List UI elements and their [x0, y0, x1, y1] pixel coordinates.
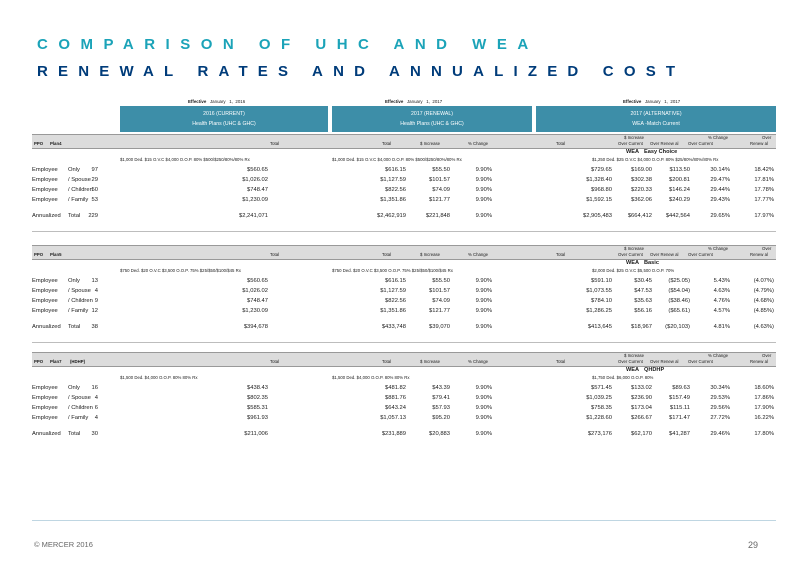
- table-row: [32, 197, 776, 206]
- cell-i: $74.09: [432, 187, 450, 193]
- wea-subheader: Over Current: [618, 359, 643, 364]
- cell-i: $121.77: [429, 197, 450, 203]
- cell-t: $616.15: [385, 278, 406, 284]
- cell-a: Annualized: [32, 324, 61, 330]
- cell-b: Only: [68, 167, 80, 173]
- cell-w: $758.35: [591, 405, 612, 411]
- cell-c: $438.43: [247, 385, 268, 391]
- cell-wp1: 4.76%: [713, 298, 730, 304]
- cell-wi2: $442,564: [665, 213, 690, 219]
- wea-plan-name: WEA: [626, 260, 640, 266]
- cell-t: $1,057.13: [380, 415, 406, 421]
- cell-c: $748.47: [247, 187, 268, 193]
- cell-wi1: $266.67: [631, 415, 652, 421]
- plan-code: PPO: [34, 359, 44, 364]
- cell-n: 4: [94, 288, 98, 294]
- cell-a: Employee: [32, 167, 58, 173]
- cell-c: $1,026.02: [242, 288, 268, 294]
- section-divider: [32, 342, 776, 343]
- cell-n: 30: [91, 431, 98, 437]
- cell-a: Annualized: [32, 431, 61, 437]
- cell-wp1: 4.57%: [713, 308, 730, 314]
- header-total: Total: [270, 252, 280, 257]
- cell-n: 38: [91, 324, 98, 330]
- wea-subheader: Over Renew al: [650, 141, 679, 146]
- cell-wp1: 29.65%: [710, 213, 730, 219]
- cell-wp2: 16.22%: [754, 415, 774, 421]
- cell-wi2: $240.29: [669, 197, 690, 203]
- table-row: [32, 385, 776, 394]
- cell-i: $79.41: [432, 395, 450, 401]
- cell-wp1: 29.56%: [710, 405, 730, 411]
- wea-subheader: Total: [556, 141, 566, 146]
- cell-a: Employee: [32, 288, 58, 294]
- cell-b: / Spouse: [68, 177, 91, 183]
- wea-plan-name: Basic: [644, 260, 659, 266]
- cell-c: $1,230.09: [242, 197, 268, 203]
- cell-wp2: 17.86%: [754, 395, 774, 401]
- cell-wi1: $173.04: [631, 405, 652, 411]
- cell-c: $961.93: [247, 415, 268, 421]
- cell-w: $968.80: [591, 187, 612, 193]
- cell-w: $571.45: [591, 385, 612, 391]
- cell-c: $211,006: [244, 431, 268, 437]
- cell-wp1: 29.43%: [710, 197, 730, 203]
- wea-subheader: Over Current: [688, 252, 713, 257]
- cell-w: $729.65: [591, 167, 612, 173]
- cell-c: $1,026.02: [242, 177, 268, 183]
- cell-wp2: 17.78%: [754, 187, 774, 193]
- cell-i: $95.20: [432, 415, 450, 421]
- cell-wi1: $47.53: [634, 288, 652, 294]
- cell-wp2: (4.68%): [753, 298, 774, 304]
- cell-wp2: 18.42%: [754, 167, 774, 173]
- cell-w: $1,073.55: [586, 288, 612, 294]
- cell-b: / Children: [68, 187, 93, 193]
- cell-n: 97: [91, 167, 98, 173]
- cell-b: / Family: [68, 197, 89, 203]
- plan-code: PPO: [34, 252, 44, 257]
- cell-w: $1,328.40: [586, 177, 612, 183]
- wea-header: Over: [762, 353, 772, 358]
- cell-n: 53: [91, 197, 98, 203]
- cell-n: 29: [91, 177, 98, 183]
- cell-w: $784.10: [591, 298, 612, 304]
- wea-header: Over: [762, 246, 772, 251]
- wea-plan-name: WEA: [626, 367, 640, 373]
- header-increase: $ Increase: [420, 359, 441, 364]
- cell-wp2: 17.90%: [754, 405, 774, 411]
- plan-design-renewal: $1,000 Ded. $15 O.V.C $4,000 O.O.P. 80% $500/$250/80%/80% Rx: [332, 157, 462, 162]
- plan-section: [32, 352, 776, 462]
- cell-t: $881.76: [385, 395, 406, 401]
- cell-wi2: $89.63: [672, 385, 690, 391]
- cell-wi2: $146.24: [669, 187, 690, 193]
- effective-date-2016: Effective January 1, 2016: [188, 99, 246, 104]
- cell-w: $413,645: [587, 324, 612, 330]
- cell-n: 13: [91, 278, 98, 284]
- cell-wi1: $133.02: [631, 385, 652, 391]
- cell-b: / Spouse: [68, 288, 91, 294]
- table-row: [32, 278, 776, 287]
- wea-subheader: Over Current: [688, 141, 713, 146]
- table-row: [32, 308, 776, 317]
- cell-a: Employee: [32, 278, 58, 284]
- annualized-total-row: [32, 431, 776, 440]
- table-row: [32, 167, 776, 176]
- cell-wp2: 17.80%: [754, 431, 774, 437]
- plan-design-current: $1,000 Ded. $15 O.V.C $4,000 O.O.P. 80% $500/$250/80%/80% Rx: [120, 157, 250, 162]
- header-change: % Change: [468, 252, 489, 257]
- cell-i: $55.50: [432, 278, 450, 284]
- cell-wi2: $115.11: [669, 405, 690, 411]
- cell-b: Total: [68, 324, 81, 330]
- cell-p: 9.90%: [475, 405, 492, 411]
- column-header-current: 2016 (CURRENT) Health Plans (UHC & GHC): [120, 106, 328, 132]
- cell-i: $39,070: [429, 324, 450, 330]
- cell-wi1: $30.45: [634, 278, 652, 284]
- cell-a: Employee: [32, 395, 58, 401]
- cell-wi2: $157.49: [669, 395, 690, 401]
- cell-wp1: 30.14%: [710, 167, 730, 173]
- cell-c: $802.35: [247, 395, 268, 401]
- cell-i: $20,883: [429, 431, 450, 437]
- cell-n: 12: [91, 308, 98, 314]
- cell-t: $822.56: [385, 187, 406, 193]
- cell-n: 4: [94, 395, 98, 401]
- cell-a: Employee: [32, 298, 58, 304]
- cell-p: 9.90%: [475, 197, 492, 203]
- cell-wi2: ($38.46): [668, 298, 690, 304]
- page-number: 29: [748, 540, 759, 550]
- cell-b: / Children: [68, 405, 93, 411]
- wea-header: % Change: [708, 246, 729, 251]
- cell-a: Employee: [32, 177, 58, 183]
- cell-p: 9.90%: [475, 324, 492, 330]
- plan-design-wea: $1,750 Ded. $6,000 O.O.P. 80%: [592, 375, 654, 380]
- header-total: Total: [270, 359, 280, 364]
- cell-i: $221,848: [425, 213, 450, 219]
- cell-wi1: $362.06: [631, 197, 652, 203]
- cell-i: $101.57: [429, 288, 450, 294]
- cell-wi2: $171.47: [669, 415, 690, 421]
- header-total: Total: [382, 359, 392, 364]
- cell-wi1: $35.63: [634, 298, 652, 304]
- cell-wp2: (4.79%): [753, 288, 774, 294]
- cell-w: $1,592.15: [586, 197, 612, 203]
- plan-design-current: $1,500 Ded. $4,000 O.O.P. 80% 80% Rx: [120, 375, 198, 380]
- plan-design-current: $750 Ded. $20 O.V.C $3,500 O.O.P. 75% $25/$50/$100/$45 Rx: [120, 268, 241, 273]
- cell-p: 9.90%: [475, 308, 492, 314]
- plan-design-renewal: $750 Ded. $20 O.V.C $3,500 O.O.P. 75% $25/$50/$100/$45 Rx: [332, 268, 453, 273]
- cell-w: $2,905,483: [582, 213, 612, 219]
- wea-subheader: Renew al: [750, 141, 768, 146]
- wea-plan-name: WEA: [626, 149, 640, 155]
- cell-c: $394,678: [243, 324, 268, 330]
- cell-a: Employee: [32, 197, 58, 203]
- plan-name: Plan4: [50, 141, 62, 146]
- table-row: [32, 395, 776, 404]
- column-header-renewal: 2017 (RENEWAL) Health Plans (UHC & GHC): [332, 106, 532, 132]
- wea-header: Over: [762, 135, 772, 140]
- wea-subheader: Total: [556, 252, 566, 257]
- header-total: Total: [382, 141, 392, 146]
- cell-c: $748.47: [247, 298, 268, 304]
- cell-t: $481.82: [385, 385, 406, 391]
- header-increase: $ Increase: [420, 141, 441, 146]
- wea-header: $ Increase: [624, 353, 645, 358]
- cell-p: 9.90%: [475, 288, 492, 294]
- cell-t: $616.15: [385, 167, 406, 173]
- wea-subheader: Renew al: [750, 252, 768, 257]
- cell-a: Annualized: [32, 213, 61, 219]
- cell-wp1: 29.44%: [710, 187, 730, 193]
- footer-divider: [32, 520, 776, 521]
- cell-wp1: 5.43%: [713, 278, 730, 284]
- header-change: % Change: [468, 141, 489, 146]
- cell-n: 50: [91, 187, 98, 193]
- plan-design-renewal: $1,500 Ded. $4,000 O.O.P. 80% 80% Rx: [332, 375, 410, 380]
- cell-wp1: 4.63%: [713, 288, 730, 294]
- wea-subheader: Renew al: [750, 359, 768, 364]
- cell-c: $585.31: [247, 405, 268, 411]
- cell-wi2: ($65.61): [668, 308, 690, 314]
- cell-n: 16: [91, 385, 98, 391]
- cell-c: $560.65: [247, 167, 268, 173]
- cell-wi2: ($25.05): [668, 278, 690, 284]
- cell-a: Employee: [32, 308, 58, 314]
- cell-b: / Children: [68, 298, 93, 304]
- cell-t: $822.56: [385, 298, 406, 304]
- cell-t: $231,889: [381, 431, 406, 437]
- cell-wi2: $113.50: [669, 167, 690, 173]
- cell-wi2: ($54.04): [668, 288, 690, 294]
- cell-p: 9.90%: [475, 213, 492, 219]
- cell-wi1: $18,967: [631, 324, 652, 330]
- page-subtitle: RENEWAL RATES AND ANNUALIZED COST: [37, 63, 686, 80]
- page-title: COMPARISON OF UHC AND WEA: [37, 36, 539, 53]
- annualized-total-row: [32, 324, 776, 333]
- cell-t: $643.24: [385, 405, 406, 411]
- cell-wi2: $41,287: [669, 431, 690, 437]
- cell-b: Only: [68, 385, 80, 391]
- cell-n: 4: [94, 415, 98, 421]
- cell-t: $433,748: [381, 324, 406, 330]
- header-total: Total: [382, 252, 392, 257]
- cell-c: $2,241,071: [238, 213, 268, 219]
- cell-n: 229: [88, 213, 98, 219]
- cell-wp1: 29.53%: [710, 395, 730, 401]
- cell-w: $273,176: [587, 431, 612, 437]
- cell-i: $101.57: [429, 177, 450, 183]
- cell-b: / Spouse: [68, 395, 91, 401]
- cell-wi1: $664,412: [627, 213, 652, 219]
- cell-t: $1,351.86: [380, 197, 406, 203]
- cell-t: $1,127.59: [380, 288, 406, 294]
- cell-wp2: 17.77%: [754, 197, 774, 203]
- cell-wi2: ($20,103): [665, 324, 690, 330]
- table-row: [32, 177, 776, 186]
- effective-date-2017-alternative: Effective January 1, 2017: [623, 99, 681, 104]
- cell-p: 9.90%: [475, 431, 492, 437]
- cell-b: / Family: [68, 415, 89, 421]
- cell-wp2: (4.07%): [753, 278, 774, 284]
- cell-wi1: $302.38: [631, 177, 652, 183]
- cell-wp2: (4.63%): [753, 324, 774, 330]
- cell-p: 9.90%: [475, 385, 492, 391]
- cell-p: 9.90%: [475, 298, 492, 304]
- cell-wp2: 17.97%: [754, 213, 774, 219]
- cell-w: $1,228.60: [586, 415, 612, 421]
- table-row: [32, 288, 776, 297]
- cell-wi1: $236.90: [631, 395, 652, 401]
- copyright: © MERCER 2016: [34, 540, 93, 549]
- cell-wp1: 29.46%: [710, 431, 730, 437]
- cell-c: $1,230.09: [242, 308, 268, 314]
- cell-p: 9.90%: [475, 167, 492, 173]
- plan-name-suffix: (HDHP): [70, 359, 86, 364]
- cell-w: $1,039.25: [586, 395, 612, 401]
- plan-design-wea: $1,250 Ded. $25 O.V.C $4,000 O.O.P. 80% $25/80%/80%/80% Rx: [592, 157, 719, 162]
- plan-name: Plan5: [50, 252, 62, 257]
- cell-i: $43.39: [432, 385, 450, 391]
- cell-wp2: (4.85%): [753, 308, 774, 314]
- cell-t: $1,127.59: [380, 177, 406, 183]
- cell-wi2: $200.81: [669, 177, 690, 183]
- cell-i: $57.93: [432, 405, 450, 411]
- wea-subheader: Over Current: [688, 359, 713, 364]
- cell-wp2: 17.81%: [754, 177, 774, 183]
- cell-a: Employee: [32, 405, 58, 411]
- cell-w: $591.10: [591, 278, 612, 284]
- cell-i: $74.09: [432, 298, 450, 304]
- wea-plan-name: Easy Choice: [644, 149, 678, 155]
- cell-p: 9.90%: [475, 187, 492, 193]
- table-row: [32, 415, 776, 424]
- cell-wp1: 27.72%: [710, 415, 730, 421]
- plan-section: [32, 134, 776, 244]
- header-increase: $ Increase: [420, 252, 441, 257]
- cell-p: 9.90%: [475, 415, 492, 421]
- wea-subheader: Over Current: [618, 252, 643, 257]
- header-total: Total: [270, 141, 280, 146]
- table-row: [32, 298, 776, 307]
- cell-b: / Family: [68, 308, 89, 314]
- plan-section: [32, 245, 776, 355]
- cell-wi1: $220.33: [631, 187, 652, 193]
- plan-name: Plan7: [50, 359, 62, 364]
- table-row: [32, 405, 776, 414]
- wea-subheader: Over Current: [618, 141, 643, 146]
- section-divider: [32, 231, 776, 232]
- cell-wi1: $56.16: [634, 308, 652, 314]
- cell-a: Employee: [32, 415, 58, 421]
- wea-subheader: Over Renew al: [650, 359, 679, 364]
- effective-date-2017-renewal: Effective January 1, 2017: [385, 99, 443, 104]
- cell-wp1: 4.81%: [713, 324, 730, 330]
- cell-wi1: $62,170: [631, 431, 652, 437]
- cell-b: Total: [68, 213, 81, 219]
- cell-w: $1,286.25: [586, 308, 612, 314]
- column-header-alternative: 2017 (ALTERNATIVE) WEA -Match Current: [536, 106, 776, 132]
- cell-wp2: 18.60%: [754, 385, 774, 391]
- cell-wi1: $169.00: [631, 167, 652, 173]
- cell-i: $55.50: [432, 167, 450, 173]
- cell-t: $2,462,919: [376, 213, 406, 219]
- cell-b: Total: [68, 431, 81, 437]
- wea-subheader: Total: [556, 359, 566, 364]
- table-row: [32, 187, 776, 196]
- cell-n: 9: [94, 298, 98, 304]
- cell-p: 9.90%: [475, 278, 492, 284]
- wea-header: % Change: [708, 135, 729, 140]
- cell-n: 6: [94, 405, 98, 411]
- wea-header: % Change: [708, 353, 729, 358]
- cell-a: Employee: [32, 187, 58, 193]
- wea-header: $ Increase: [624, 246, 645, 251]
- cell-wp1: 30.34%: [710, 385, 730, 391]
- cell-p: 9.90%: [475, 395, 492, 401]
- plan-design-wea: $2,000 Ded. $25 O.V.C $5,500 O.O.P. 70%: [592, 268, 675, 273]
- cell-c: $560.65: [247, 278, 268, 284]
- annualized-total-row: [32, 213, 776, 222]
- header-change: % Change: [468, 359, 489, 364]
- cell-i: $121.77: [429, 308, 450, 314]
- wea-header: $ Increase: [624, 135, 645, 140]
- wea-subheader: Over Renew al: [650, 252, 679, 257]
- cell-a: Employee: [32, 385, 58, 391]
- cell-b: Only: [68, 278, 80, 284]
- plan-code: PPO: [34, 141, 44, 146]
- cell-wp1: 29.47%: [710, 177, 730, 183]
- cell-t: $1,351.86: [380, 308, 406, 314]
- cell-p: 9.90%: [475, 177, 492, 183]
- wea-plan-name: QHDHP: [644, 367, 665, 373]
